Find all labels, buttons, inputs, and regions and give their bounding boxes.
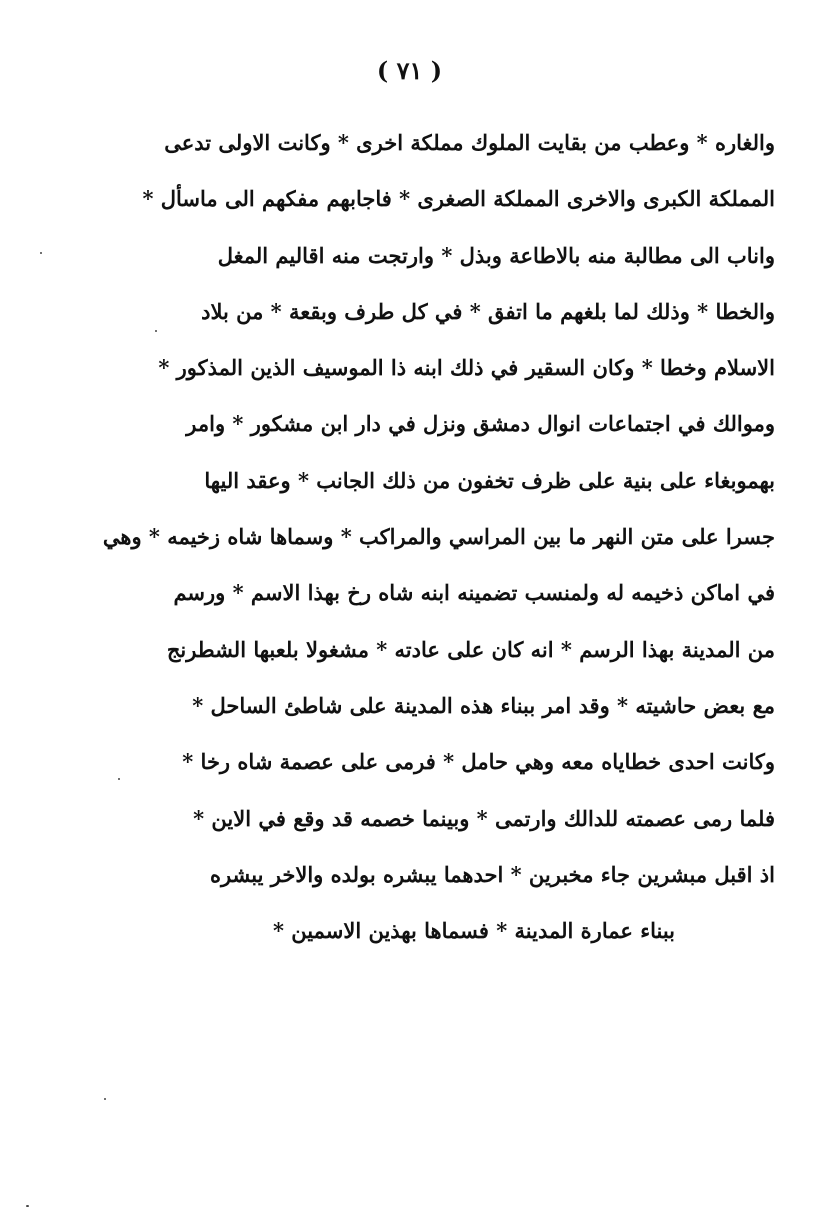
page-number: ( ٧١ ): [376, 56, 443, 85]
text-line: من المدينة بهذا الرسم * انه كان على عادته * مشغولا بلعبها الشطرنج: [166, 636, 775, 662]
scan-speck: [104, 1098, 106, 1100]
text-line: الاسلام وخطا * وكان السقير في ذلك ابنه ذا الموسيف الذين المذكور *: [158, 355, 775, 381]
text-line: اذ اقبل مبشرين جاء مخبرين * احدهما يبشره بولده والاخر يبشره: [209, 861, 775, 887]
text-line: والخطا * وذلك لما بلغهم ما اتفق * في كل طرف وبقعة * من بلاد: [201, 298, 775, 324]
scan-speck: [26, 1205, 29, 1207]
text-line: والغاره * وعطب من بقايت الملوك مملكة اخرى * وكانت الاولى تدعى: [164, 130, 775, 155]
text-line: مع بعض حاشيته * وقد امر ببناء هذه المدينة على شاطئ الساحل *: [192, 692, 775, 718]
scan-speck: [155, 330, 157, 332]
text-line: المملكة الكبرى والاخرى المملكة الصغرى * فاجابهم مفكهم الى ماسأل *: [142, 186, 775, 212]
scan-speck: [118, 778, 120, 780]
arabic-text-block: [102, 122, 775, 966]
scan-speck: [40, 252, 42, 254]
text-line: جسرا على متن النهر ما بين المراسي والمراكب * وسماها شاه زخيمه * وهي: [102, 524, 775, 550]
text-line: بهموبغاء على بنية على ظرف تخفون من ذلك الجانب * وعقد اليها: [204, 467, 775, 493]
text-line: فلما رمى عصمته للدالك وارتمى * وبينما خصمه قد وقع في الاين *: [193, 805, 775, 831]
text-line: واناب الى مطالبة منه بالاطاعة وبذل * وارتجت منه اقاليم المغل: [217, 242, 775, 268]
text-line: وكانت احدى خطاياه معه وهي حامل * فرمى على عصمة شاه رخا *: [182, 749, 775, 775]
text-line: في اماكن ذخيمه له ولمنسب تضمينه ابنه شاه رخ بهذا الاسم * ورسم: [173, 580, 775, 606]
text-line: وموالك في اجتماعات انوال دمشق ونزل في دار ابن مشكور * وامر: [186, 411, 775, 437]
text-line: ببناء عمارة المدينة * فسماها بهذين الاسمين *: [272, 918, 675, 944]
